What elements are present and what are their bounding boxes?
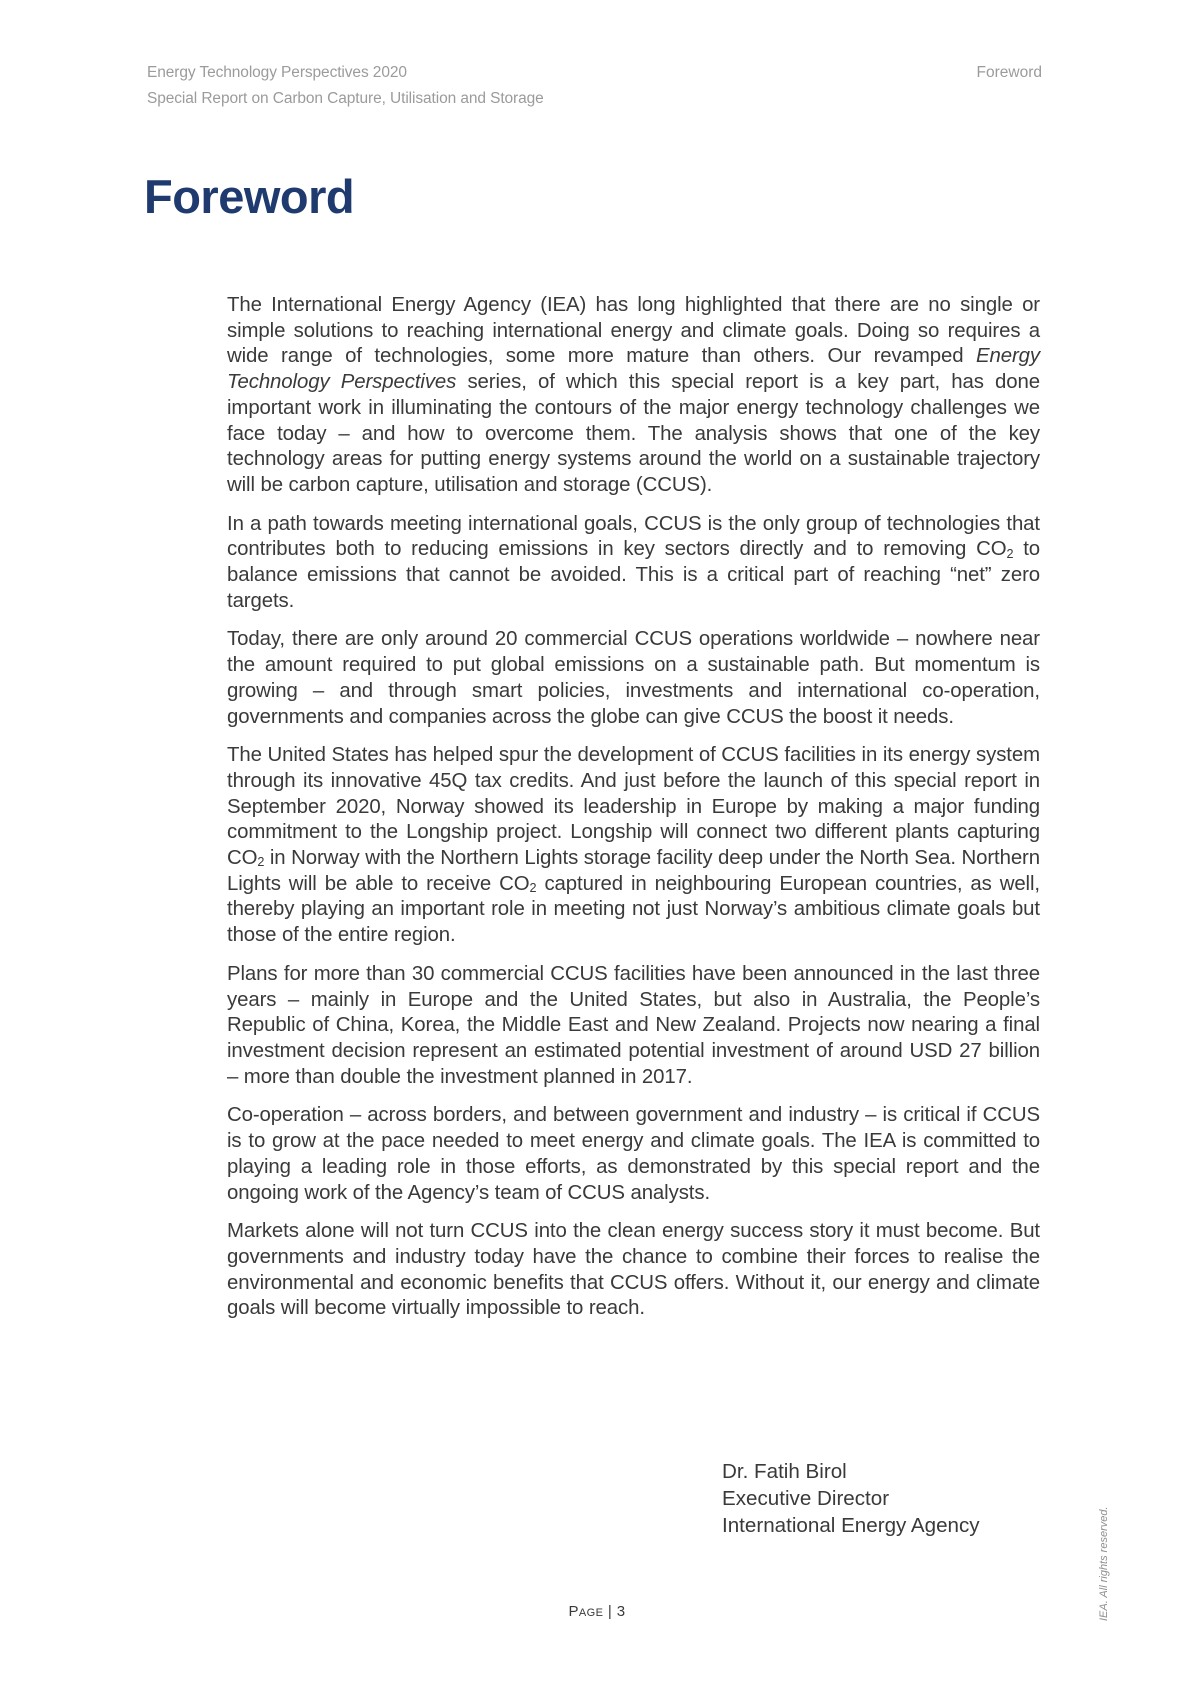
text-segment: Markets alone will not turn CCUS into the clean energy success story it must become. But governments and industry today have the chance to combine their forces to realise the environmental and economic benefits that CCUS offers. Without it, our energy and climate goals will become virtually impossible to reach. [227, 1220, 1040, 1320]
text-segment: Today, there are only around 20 commercial CCUS operations worldwide – nowhere near the amount required to put global emissions on a sustainable path. But momentum is growing – and through smart policies, investments and international co-operation, governments and companies across the globe can give CCUS the boost it needs. [227, 628, 1040, 728]
page-title: Foreword [144, 170, 355, 223]
text-segment: Plans for more than 30 commercial CCUS facilities have been announced in the last three years – mainly in Europe and the United States, but also in Australia, the People’s Republic of China, Korea, the Middle East and New Zealand. Projects now nearing a final investment decision represent an estimated potential investment of around USD 27 billion – more than double the investment planned in 2017. [227, 962, 1040, 1088]
text-segment: 2 [1006, 546, 1014, 561]
text-segment: 2 [529, 881, 537, 896]
paragraph [227, 627, 1040, 730]
signature-line: International Energy Agency [722, 1514, 980, 1537]
signature-line: Executive Director [722, 1487, 890, 1510]
body-text [227, 293, 1040, 1335]
text-segment: in Norway with the Northern Lights storage facility deep under the North Sea. Northern Lights will be able to receive CO [227, 847, 1040, 895]
paragraph [227, 743, 1040, 949]
paragraph [227, 1219, 1040, 1322]
page-number: Page | 3 [568, 1603, 626, 1620]
text-segment: Co-operation – across borders, and between government and industry – is critical if CCUS is to grow at the pace needed to meet energy and climate goals. The IEA is committed to playing a leading role in those efforts, as demonstrated by this special report and the ongoing work of the Agency’s team of CCUS analysts. [227, 1104, 1040, 1204]
text-segment: Energy Technology Perspectives [227, 345, 1040, 394]
running-header-left [147, 60, 544, 112]
paragraph [227, 1103, 1040, 1206]
report-series-title: Energy Technology Perspectives 2020 [147, 64, 407, 81]
signature-line: Dr. Fatih Birol [722, 1460, 847, 1483]
text-segment: captured in neighbouring European countries, as well, thereby playing an important role in meeting not just Norway’s ambitious climate goals but those of the entire region. [227, 872, 1040, 947]
running-header-chapter: Foreword [976, 64, 1042, 81]
paragraph [227, 293, 1040, 499]
paragraph [227, 962, 1040, 1091]
report-subtitle: Special Report on Carbon Capture, Utilisation and Storage [147, 90, 544, 107]
text-segment: to balance emissions that cannot be avoided. This is a critical part of reaching “net” zero targets. [227, 538, 1041, 612]
text-segment: 2 [257, 855, 265, 870]
text-segment: In a path towards meeting international goals, CCUS is the only group of technologies that contributes both to reducing emissions in key sectors directly and to removing CO [227, 512, 1040, 561]
paragraph [227, 512, 1040, 615]
signature-block [722, 1458, 980, 1539]
copyright-note: IEA. All rights reserved. [1098, 1506, 1110, 1621]
text-segment: The United States has helped spur the development of CCUS facilities in its energy system through its innovative 45Q tax credits. And just before the launch of this special report in September 2020, Norway showed its leadership in Europe by making a major funding commitment to the Longship project. Longship will connect two different plants capturing CO [227, 744, 1040, 870]
text-segment: series, of which this special report is a key part, has done important work in illuminating the contours of the major energy technology challenges we face today – and how to overcome them. The analysis shows that one of the key technology areas for putting energy systems around the world on a sustainable trajectory will be carbon capture, utilisation and storage (CCUS). [227, 371, 1041, 496]
text-segment: The International Energy Agency (IEA) has long highlighted that there are no single or simple solutions to reaching international energy and climate goals. Doing so requires a wide range of technologies, some more mature than others. Our revamped [227, 294, 1040, 368]
